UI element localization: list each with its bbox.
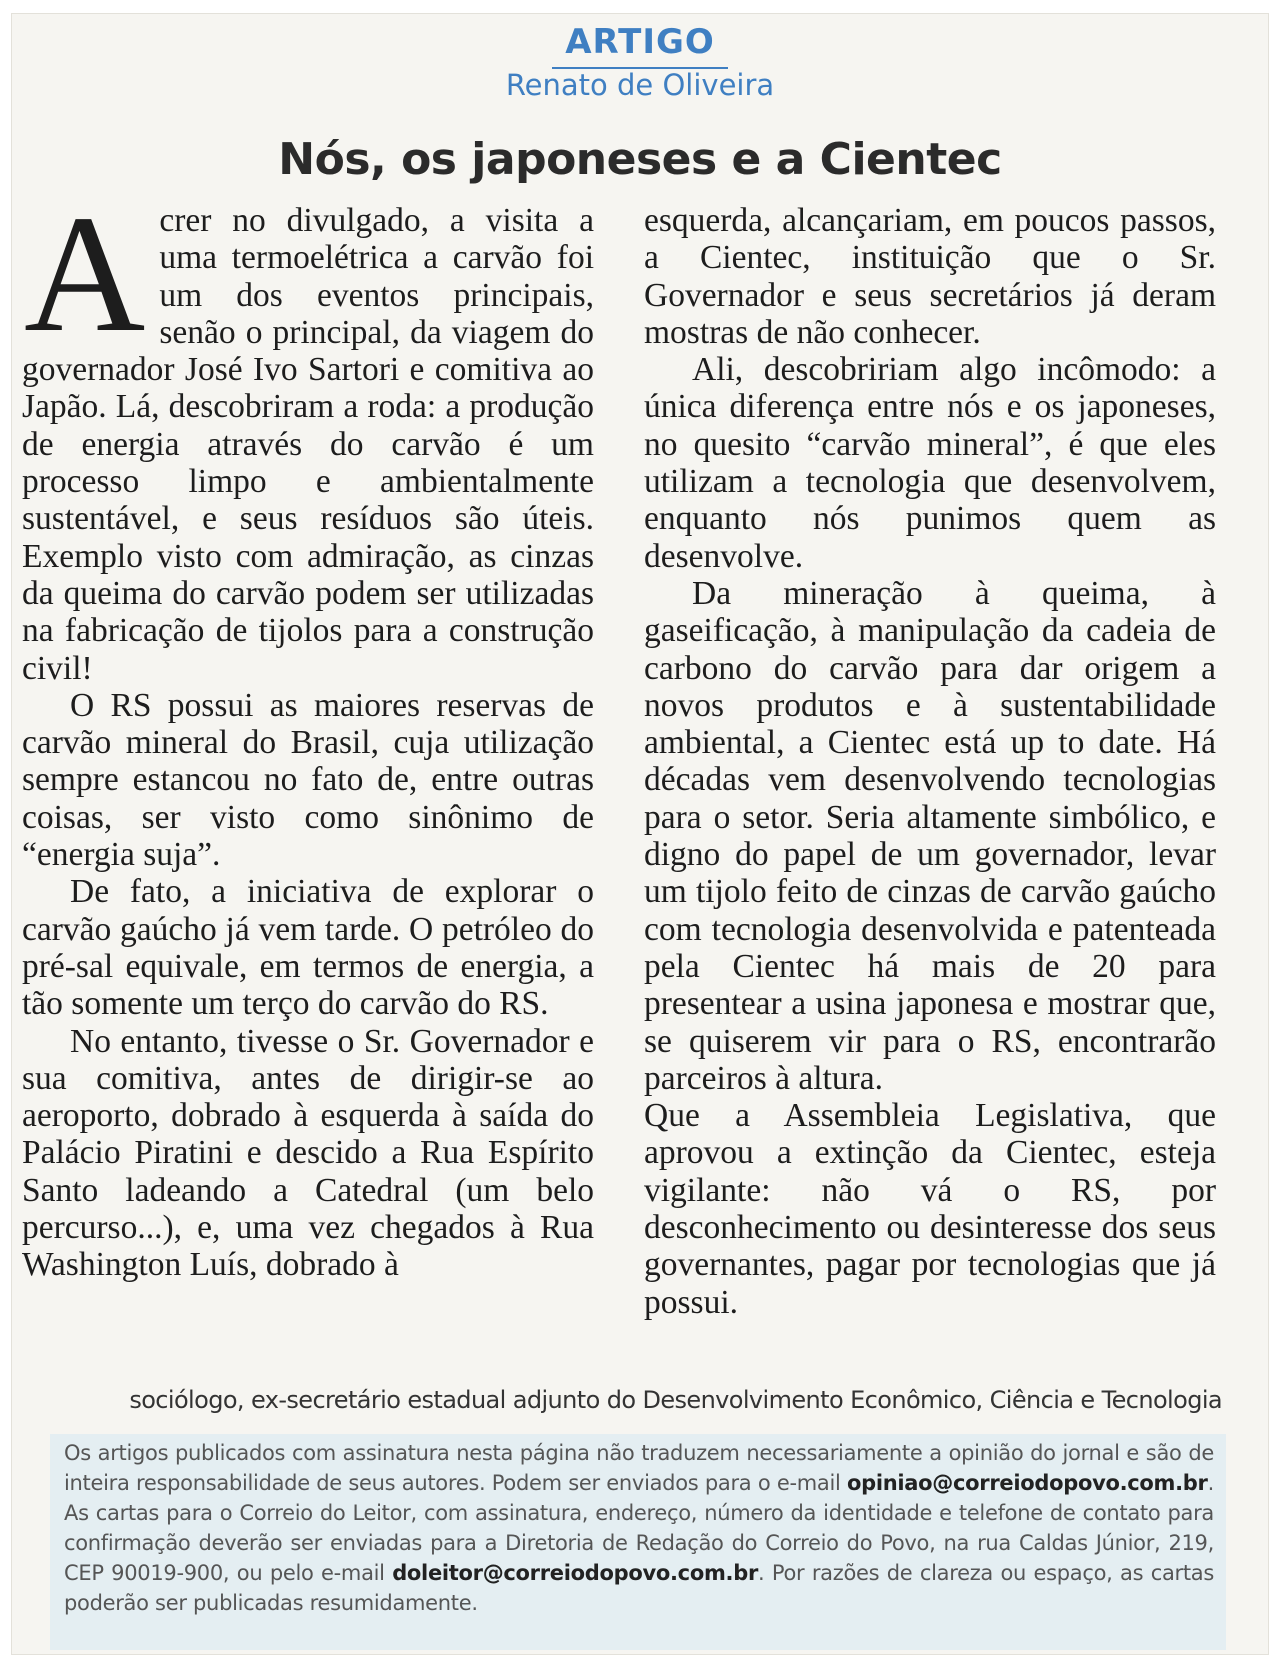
article-column-right xyxy=(644,202,1216,1321)
article-paragraph: De fato, a iniciativa de explorar o carvão gaúcho já vem tarde. O petróleo do pré-sal equivale, em termos de energia, a tão somente um terço do carvão do RS. xyxy=(22,873,594,1023)
article-paragraph: O RS possui as maiores reservas de carvão mineral do Brasil, cuja utilização sempre estancou no fato de, entre outras coisas, ser visto como sinônimo de “energia suja”. xyxy=(22,686,594,874)
section-kicker: ARTIGO xyxy=(565,22,715,62)
article-paragraph: crer no divulgado, a visita a uma termoelétrica a carvão foi um dos eventos principais, senão o principal, da viagem do governador José Ivo Sartori e comitiva ao Japão. Lá, descobriram a roda: a produção de energia através do carvão é um processo limpo e ambientalmente sustentável, e seus resíduos são úteis. Exemplo visto com admiração, as cinzas da queima do carvão podem ser utilizadas na fabricação de tijolos para a construção civil! xyxy=(22,202,594,687)
article-paragraph: Que a Assembleia Legislativa, que aprovou a extinção da Cientec, esteja vigilante: não vá o RS, por desconhecimento ou desinteresse dos seus governantes, pagar por tecnologias que já possui. xyxy=(644,1097,1216,1321)
drop-cap: A xyxy=(24,181,146,367)
disclaimer-text xyxy=(64,1438,1214,1618)
article-column-left xyxy=(22,181,594,1284)
byline-author: Renato de Oliveira xyxy=(505,68,775,102)
disclaimer-part: . As cartas para o Correio do Leitor, com assinatura, endereço, número da identidade e telefone de contato para confirmação deverão ser enviadas para a Diretoria de Redação do Correio do Povo, na rua Caldas Júnior, 219, CEP 90019-900, ou pelo e-mail xyxy=(64,1471,1214,1585)
article-paragraph: esquerda, alcançariam, em poucos passos, a Cientec, instituição que o Sr. Governador e seus secretários já deram mostras de não conhecer. xyxy=(644,202,1216,351)
article-headline: Nós, os japoneses e a Cientec xyxy=(278,134,1002,185)
author-bio: sociólogo, ex-secretário estadual adjunto do Desenvolvimento Econômico, Ciência e Tecnologia xyxy=(129,1386,1222,1414)
disclaimer-part: . Por razões de clareza ou espaço, as cartas poderão ser publicadas resumidamente. xyxy=(64,1561,1214,1615)
article-paragraph: Ali, descobririam algo incômodo: a única diferença entre nós e os japoneses, no quesito “carvão mineral”, é que eles utilizam a tecnologia que desenvolvem, enquanto nós punimos quem as desenvolve. xyxy=(644,351,1216,575)
disclaimer-part: Os artigos publicados com assinatura nesta página não traduzem necessariamente a opinião do jornal e são de inteira responsabilidade de seus autores. Podem ser enviados para o e-mail xyxy=(64,1441,1214,1495)
article-paragraph: No entanto, tivesse o Sr. Governador e sua comitiva, antes de dirigir-se ao aeroporto, dobrado à esquerda à saída do Palácio Piratini e descido a Rua Espírito Santo ladeando a Catedral (um belo percurso...), e, uma vez chegados à Rua Washington Luís, dobrado à xyxy=(22,1022,594,1284)
article-paragraph: Da mineração à queima, à gaseificação, à manipulação da cadeia de carbono do carvão para dar origem a novos produtos e à sustentabilidade ambiental, a Cientec está up to date. Há décadas vem desenvolvendo tecnologias para o setor. Seria altamente simbólico, e digno do papel de um governador, levar um tijolo feito de cinzas de carvão gaúcho com tecnologia desenvolvida e patenteada pela Cientec há mais de 20 para presentear a usina japonesa e mostrar que, se quiserem vir para o RS, encontrarão parceiros à altura. xyxy=(644,574,1216,1097)
opinion-email-link[interactable]: opiniao@correiodopovo.com.br xyxy=(847,1471,1208,1495)
newspaper-clipping xyxy=(12,14,1268,1654)
reader-email-link[interactable]: doleitor@correiodopovo.com.br xyxy=(392,1561,759,1585)
